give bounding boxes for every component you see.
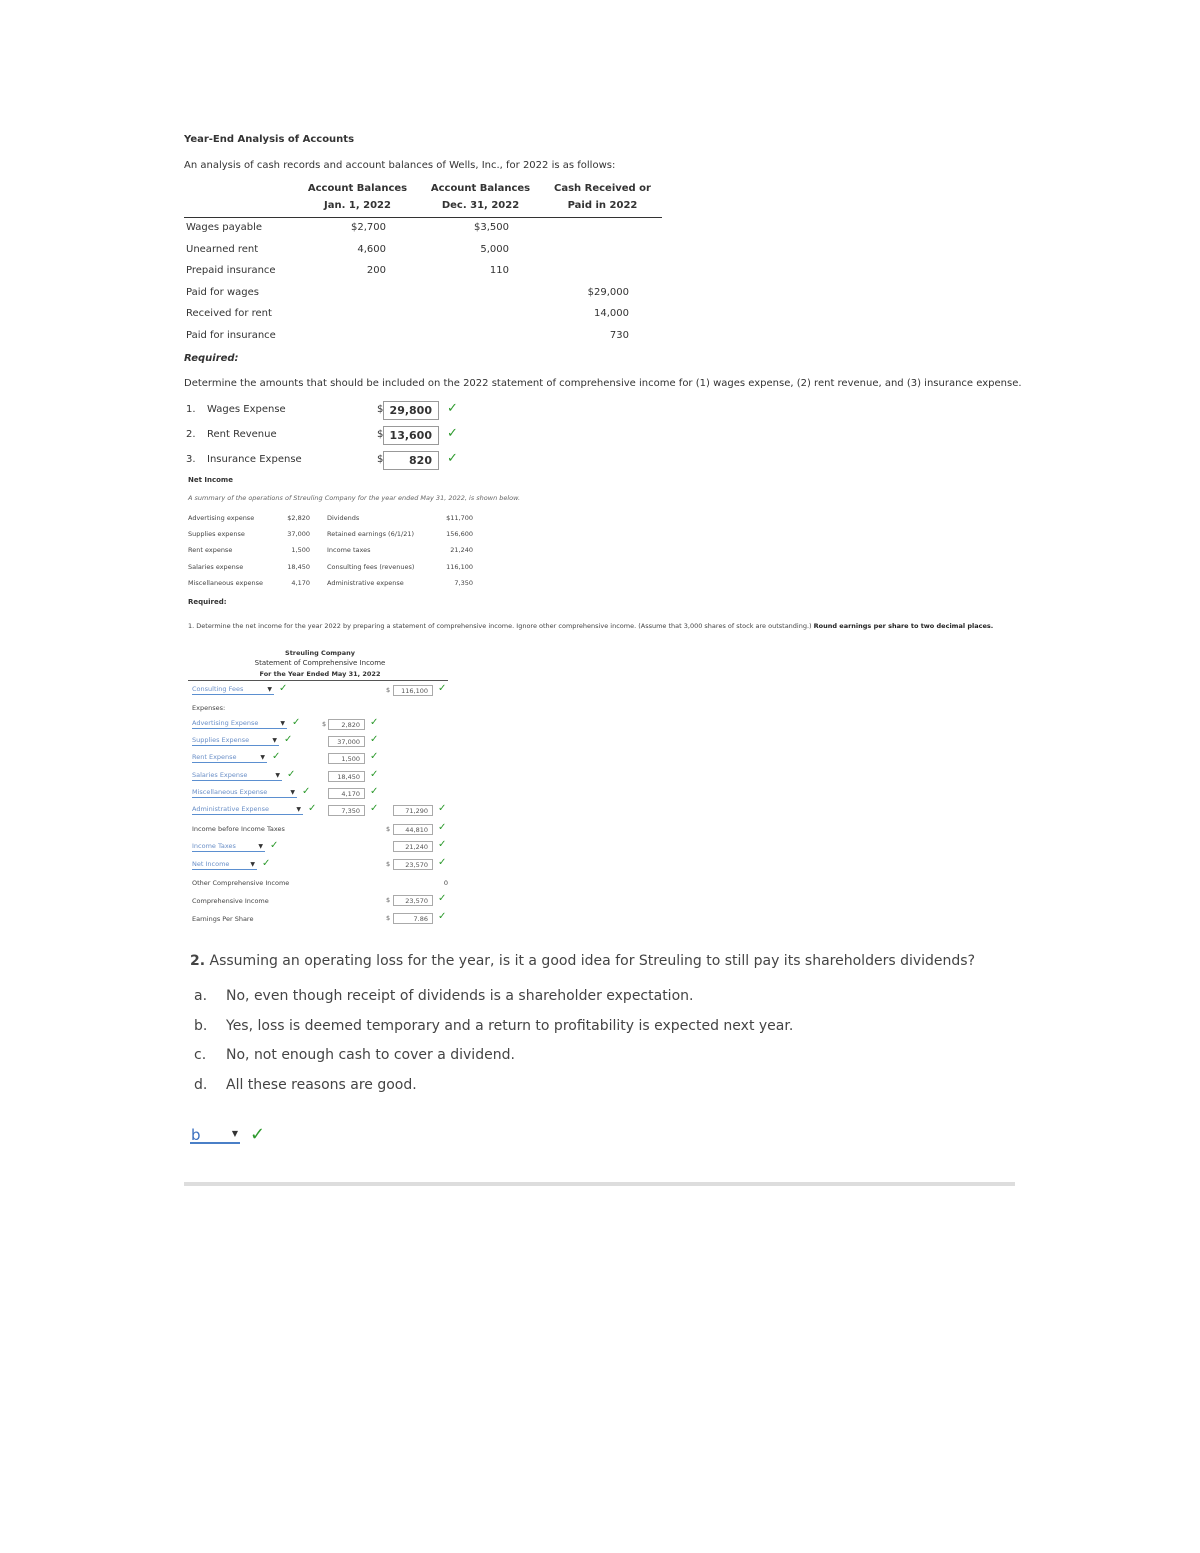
expense-input[interactable]: 18,450 xyxy=(328,771,365,782)
summary-left-label: Salaries expense xyxy=(188,562,244,571)
expense-input[interactable]: 37,000 xyxy=(328,736,365,747)
section-title-net-income: Net Income xyxy=(188,476,233,484)
col-header-cash-1: Cash Received or xyxy=(553,183,651,194)
correct-check-icon: ✓ xyxy=(250,1124,266,1145)
ibt-label: Income before Income Taxes xyxy=(192,825,285,833)
correct-check-icon: ✓ xyxy=(302,785,311,797)
eps-input[interactable]: 7.86 xyxy=(393,913,433,924)
select-value: Rent Expense xyxy=(192,753,237,762)
summary-right-label: Retained earnings (6/1/21) xyxy=(327,530,415,539)
select-value: Consulting Fees xyxy=(192,685,244,693)
answer-number: 1. xyxy=(186,404,196,415)
answer-input[interactable]: 820 xyxy=(383,451,439,470)
correct-check-icon: ✓ xyxy=(438,683,447,694)
chevron-down-icon: ▼ xyxy=(258,843,263,850)
option-letter: c. xyxy=(194,1047,207,1063)
summary-right-label: Administrative expense xyxy=(327,578,404,587)
required-text-2 xyxy=(188,620,1018,632)
select-value: Income Taxes xyxy=(192,842,236,850)
summary-right-value: 7,350 xyxy=(454,578,473,587)
summary-left-label: Advertising expense xyxy=(188,514,255,522)
dollar-sign: $ xyxy=(386,914,391,922)
ibt-input[interactable]: 44,810 xyxy=(393,824,433,835)
chevron-down-icon: ▼ xyxy=(250,861,255,868)
select-value: Salaries Expense xyxy=(192,770,248,779)
required-label-2: Required: xyxy=(188,598,227,606)
summary-left-value: 4,170 xyxy=(291,578,310,587)
select-value: Miscellaneous Expense xyxy=(192,787,268,796)
row-cash-value: 14,000 xyxy=(594,308,629,319)
col-header-cash-2: Paid in 2022 xyxy=(567,200,638,211)
chevron-down-icon: ▼ xyxy=(272,737,277,745)
select-value: Supplies Expense xyxy=(192,736,250,745)
expense-select[interactable] xyxy=(192,753,267,763)
ci-input[interactable]: 23,570 xyxy=(393,895,433,906)
col-header-dec-2: Dec. 31, 2022 xyxy=(441,200,520,211)
dollar-sign: $ xyxy=(386,686,391,694)
expense-select[interactable] xyxy=(192,805,303,815)
question-number: 2. xyxy=(190,953,206,969)
net-income-input[interactable]: 23,570 xyxy=(393,859,433,870)
tax-input[interactable]: 21,240 xyxy=(393,841,433,852)
answer-input[interactable]: 29,800 xyxy=(383,401,439,420)
correct-check-icon: ✓ xyxy=(370,717,379,728)
correct-check-icon: ✓ xyxy=(370,785,379,797)
option-letter: a. xyxy=(194,988,208,1004)
col-header-dec-1: Account Balances xyxy=(430,183,531,194)
summary-right-value: 156,600 xyxy=(446,530,473,539)
summary-left-value: 18,450 xyxy=(287,562,310,571)
row-cash-value: $29,000 xyxy=(587,286,629,298)
ci-label: Comprehensive Income xyxy=(192,897,269,905)
chevron-down-icon: ▼ xyxy=(280,720,285,727)
expense-input[interactable]: 2,820 xyxy=(328,719,365,730)
answer-input[interactable]: 13,600 xyxy=(383,426,439,445)
tax-select[interactable] xyxy=(192,842,265,852)
correct-check-icon: ✓ xyxy=(370,751,379,763)
correct-check-icon: ✓ xyxy=(438,839,447,850)
row-dec-value: $3,500 xyxy=(474,222,509,233)
dollar-sign: $ xyxy=(386,860,391,868)
summary-right-label: Dividends xyxy=(327,514,360,522)
net-income-select[interactable] xyxy=(192,860,257,870)
revenue-select[interactable] xyxy=(192,685,274,695)
required-text: Determine the amounts that should be included on the 2022 statement of comprehensive income for (1) wages expense, (2) rent revenue, and (3) insurance expense. xyxy=(184,378,1022,389)
correct-check-icon: ✓ xyxy=(262,858,271,869)
total-expenses-input[interactable]: 71,290 xyxy=(393,805,433,816)
chevron-down-icon: ▼ xyxy=(267,686,272,693)
summary-right-label: Income taxes xyxy=(327,546,371,555)
statement-rule xyxy=(188,680,448,681)
dollar-sign: $ xyxy=(377,454,384,465)
row-label: Prepaid insurance xyxy=(186,265,276,276)
row-dec-value: 110 xyxy=(489,265,509,276)
summary-intro: A summary of the operations of Streuling Company for the year ended May 31, 2022, is shown below. xyxy=(188,494,521,502)
expense-input[interactable]: 1,500 xyxy=(328,753,365,764)
statement-company: Streuling Company xyxy=(285,649,355,657)
answer-number: 2. xyxy=(186,429,196,440)
select-value: Administrative Expense xyxy=(192,805,269,813)
correct-check-icon: ✓ xyxy=(438,911,447,922)
answer-label: Insurance Expense xyxy=(207,454,302,465)
summary-left-value: 1,500 xyxy=(291,546,310,555)
correct-check-icon: ✓ xyxy=(287,768,296,780)
option-letter: d. xyxy=(194,1076,208,1093)
section-title-year-end: Year-End Analysis of Accounts xyxy=(184,134,355,145)
col-header-jan-2: Jan. 1, 2022 xyxy=(324,200,391,211)
required-label: Required: xyxy=(184,353,239,364)
col-header-jan-1: Account Balances xyxy=(307,183,408,194)
option-text: All these reasons are good. xyxy=(226,1076,417,1093)
select-value: Net Income xyxy=(192,860,230,868)
summary-right-value: 21,240 xyxy=(450,546,473,555)
row-jan-value: 200 xyxy=(366,265,386,276)
chevron-down-icon: ▼ xyxy=(231,1129,238,1138)
answer-label: Wages Expense xyxy=(207,404,286,415)
correct-check-icon: ✓ xyxy=(438,803,447,814)
summary-right-label: Consulting fees (revenues) xyxy=(327,562,415,571)
row-label: Wages payable xyxy=(186,222,263,233)
chevron-down-icon: ▼ xyxy=(290,788,295,796)
correct-check-icon: ✓ xyxy=(270,840,279,851)
statement-period: For the Year Ended May 31, 2022 xyxy=(259,670,381,678)
correct-check-icon: ✓ xyxy=(279,683,288,694)
summary-left-label: Miscellaneous expense xyxy=(188,578,263,587)
expense-input[interactable]: 7,350 xyxy=(328,805,365,816)
correct-check-icon: ✓ xyxy=(447,451,458,466)
oci-value: 0 xyxy=(443,879,448,887)
summary-left-value: 37,000 xyxy=(287,530,310,539)
correct-check-icon: ✓ xyxy=(370,768,379,780)
correct-check-icon: ✓ xyxy=(447,426,458,441)
summary-left-label: Supplies expense xyxy=(188,530,245,539)
expense-select[interactable] xyxy=(192,736,279,746)
revenue-input[interactable]: 116,100 xyxy=(393,685,433,696)
statement-name: Statement of Comprehensive Income xyxy=(254,659,386,667)
correct-check-icon: ✓ xyxy=(370,734,379,746)
intro-text: An analysis of cash records and account balances of Wells, Inc., for 2022 is as follows: xyxy=(184,160,616,171)
bottom-divider xyxy=(184,1182,1015,1186)
correct-check-icon: ✓ xyxy=(284,734,293,746)
summary-left-label: Rent expense xyxy=(188,546,233,555)
correct-check-icon: ✓ xyxy=(447,401,458,416)
answer-label: Rent Revenue xyxy=(207,429,277,440)
summary-right-value: $11,700 xyxy=(446,514,473,522)
option-text: No, even though receipt of dividends is a shareholder expectation. xyxy=(226,988,694,1004)
dollar-sign: $ xyxy=(377,429,384,440)
correct-check-icon: ✓ xyxy=(308,803,317,814)
correct-check-icon: ✓ xyxy=(438,893,447,904)
row-dec-value: 5,000 xyxy=(480,243,509,255)
correct-check-icon: ✓ xyxy=(438,857,447,868)
row-label: Unearned rent xyxy=(186,243,259,255)
answer-select[interactable] xyxy=(190,1126,240,1144)
option-text: No, not enough cash to cover a dividend. xyxy=(226,1047,515,1063)
correct-check-icon: ✓ xyxy=(438,822,447,833)
answer-select-value: b xyxy=(191,1126,201,1144)
correct-check-icon: ✓ xyxy=(370,803,379,814)
oci-label: Other Comprehensive Income xyxy=(192,879,290,887)
required-text-2-body: 1. Determine the net income for the year 2022 by preparing a statement of comprehensive income. Ignore other comprehensive income. (Assume that 3,000 shares of stock are outstanding.) xyxy=(188,622,814,630)
row-label: Received for rent xyxy=(186,308,272,319)
question-2 xyxy=(190,953,975,969)
dollar-sign: $ xyxy=(377,404,384,415)
correct-check-icon: ✓ xyxy=(292,717,301,728)
select-value: Advertising Expense xyxy=(192,719,259,727)
summary-left-value: $2,820 xyxy=(287,514,310,522)
eps-label: Earnings Per Share xyxy=(192,915,254,923)
row-jan-value: 4,600 xyxy=(357,243,386,255)
header-rule xyxy=(184,217,662,218)
dollar-sign: $ xyxy=(386,896,391,904)
option-letter: b. xyxy=(194,1017,208,1034)
option-text: Yes, loss is deemed temporary and a return to profitability is expected next year. xyxy=(226,1017,794,1034)
required-text-2-bold: Round earnings per share to two decimal places. xyxy=(813,622,994,630)
dollar-sign: $ xyxy=(322,720,327,728)
expense-select[interactable] xyxy=(192,719,287,729)
expense-select[interactable] xyxy=(192,771,282,781)
row-label: Paid for insurance xyxy=(186,329,276,341)
summary-right-value: 116,100 xyxy=(446,562,473,571)
answer-number: 3. xyxy=(186,454,196,465)
chevron-down-icon: ▼ xyxy=(260,754,265,762)
row-label: Paid for wages xyxy=(186,286,259,298)
question-text: Assuming an operating loss for the year, is it a good idea for Streuling to still pay its shareholders dividends? xyxy=(209,953,976,969)
expense-select[interactable] xyxy=(192,788,297,798)
expenses-label: Expenses: xyxy=(192,704,226,712)
chevron-down-icon: ▼ xyxy=(296,806,301,813)
row-jan-value: $2,700 xyxy=(351,222,386,233)
row-cash-value: 730 xyxy=(609,329,629,341)
chevron-down-icon: ▼ xyxy=(275,771,280,779)
correct-check-icon: ✓ xyxy=(272,751,281,763)
expense-input[interactable]: 4,170 xyxy=(328,788,365,799)
dollar-sign: $ xyxy=(386,825,391,833)
